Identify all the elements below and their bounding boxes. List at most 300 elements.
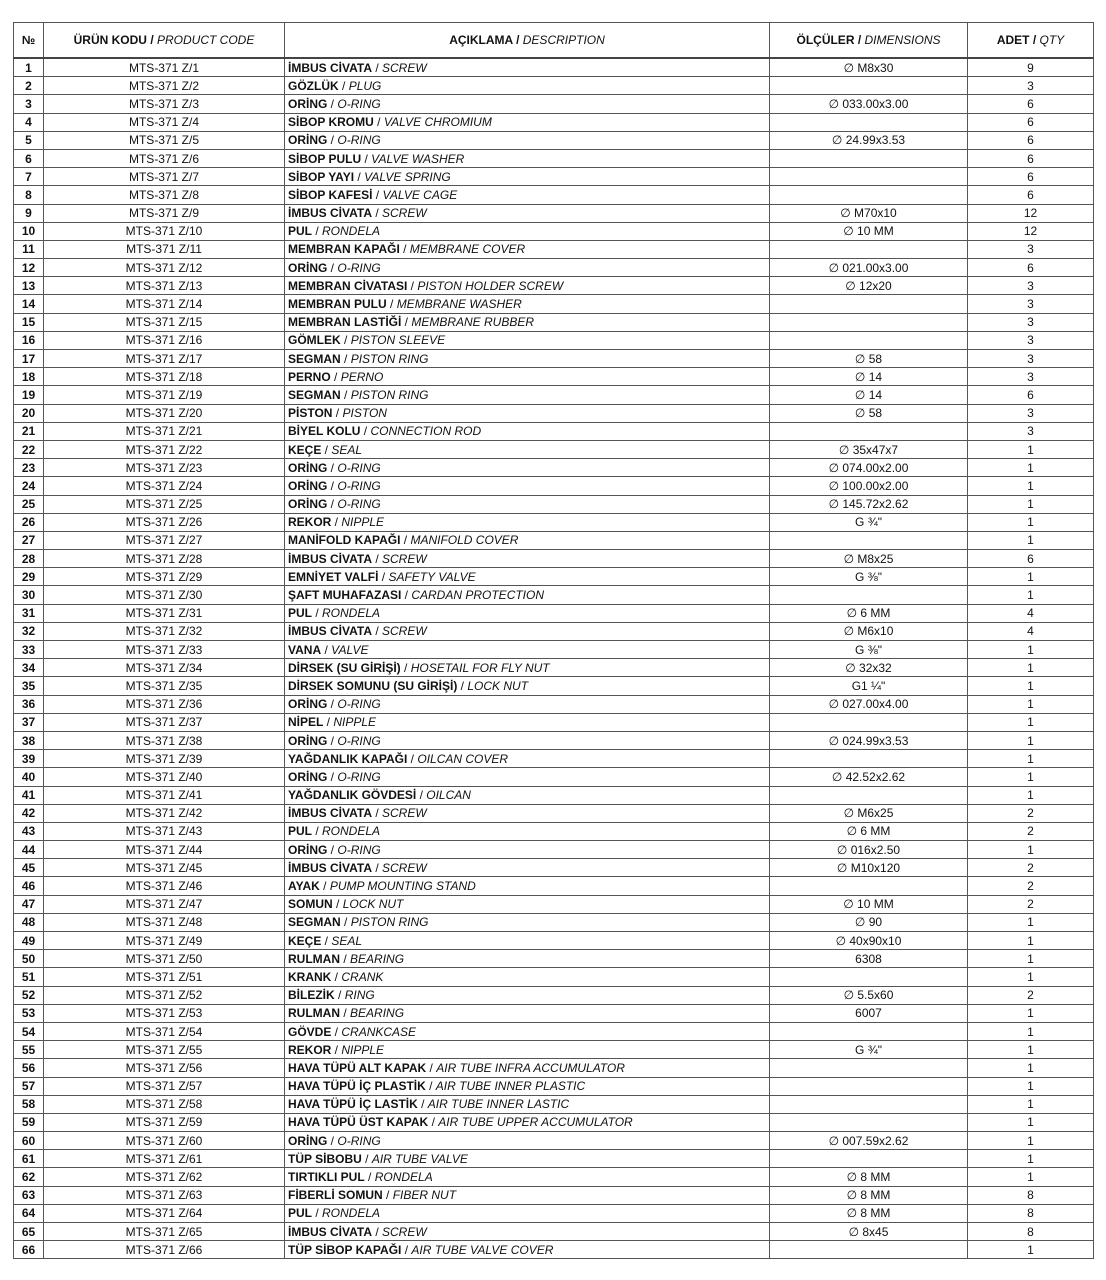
product-code: MTS-371 Z/28: [44, 550, 285, 568]
quantity: 1: [968, 1113, 1094, 1131]
description-tr: İMBUS CİVATA: [288, 860, 372, 875]
quantity: 1: [968, 932, 1094, 950]
table-row: [14, 295, 1094, 313]
product-code: MTS-371 Z/56: [44, 1059, 285, 1077]
table-row: [14, 386, 1094, 404]
table-row: [14, 822, 1094, 840]
header-product-code: ÜRÜN KODU / PRODUCT CODE: [44, 23, 285, 59]
description: RULMAN / BEARING: [285, 950, 770, 968]
description-tr: GÖMLEK: [288, 333, 341, 348]
description: İMBUS CİVATA / SCREW: [285, 1223, 770, 1241]
row-number: 29: [14, 568, 44, 586]
quantity: 2: [968, 895, 1094, 913]
product-code: MTS-371 Z/21: [44, 422, 285, 440]
quantity: 1: [968, 841, 1094, 859]
row-number: 47: [14, 895, 44, 913]
table-row: [14, 895, 1094, 913]
dimensions: ∅ 14: [770, 368, 968, 386]
table-row: [14, 131, 1094, 149]
table-row: [14, 568, 1094, 586]
description-en: OILCAN COVER: [417, 751, 509, 766]
description: KEÇE / SEAL: [285, 932, 770, 950]
table-row: [14, 1059, 1094, 1077]
description-en: BEARING: [350, 951, 405, 966]
table-row: [14, 1022, 1094, 1040]
row-number: 64: [14, 1204, 44, 1222]
description-tr: SİBOP YAYI: [288, 169, 355, 184]
table-row: [14, 149, 1094, 167]
dimensions: ∅ 027.00x4.00: [770, 695, 968, 713]
description: ORİNG / O-RING: [285, 95, 770, 113]
row-number: 66: [14, 1241, 44, 1259]
product-code: MTS-371 Z/39: [44, 750, 285, 768]
table-header: [14, 23, 1094, 59]
row-number: 28: [14, 550, 44, 568]
row-number: 6: [14, 149, 44, 167]
description-en: NIPPLE: [341, 1042, 385, 1057]
row-number: 48: [14, 913, 44, 931]
description-tr: ORİNG: [288, 769, 328, 784]
row-number: 24: [14, 477, 44, 495]
dimensions: 6007: [770, 1004, 968, 1022]
table-row: [14, 550, 1094, 568]
row-number: 2: [14, 77, 44, 95]
dimensions: [770, 968, 968, 986]
description-en: O-RING: [337, 497, 381, 512]
description-en: RING: [344, 988, 375, 1003]
table-row: [14, 586, 1094, 604]
description-en: VALVE CHROMIUM: [383, 115, 492, 130]
row-number: 44: [14, 841, 44, 859]
table-row: [14, 1241, 1094, 1259]
quantity: 2: [968, 877, 1094, 895]
quantity: 8: [968, 1204, 1094, 1222]
description: KEÇE / SEAL: [285, 440, 770, 458]
description: PUL / RONDELA: [285, 222, 770, 240]
table-row: [14, 695, 1094, 713]
description-tr: FİBERLİ SOMUN: [288, 1188, 383, 1203]
description-en: SCREW: [382, 60, 427, 75]
product-code: MTS-371 Z/13: [44, 277, 285, 295]
product-code: MTS-371 Z/44: [44, 841, 285, 859]
description-en: MEMBRANE WASHER: [396, 297, 522, 312]
dimensions: ∅ M6x25: [770, 804, 968, 822]
product-code: MTS-371 Z/60: [44, 1132, 285, 1150]
quantity: 6: [968, 149, 1094, 167]
description: ORİNG / O-RING: [285, 731, 770, 749]
description-tr: KEÇE: [288, 933, 322, 948]
description-tr: BİYEL KOLU: [288, 424, 361, 439]
table-row: [14, 313, 1094, 331]
quantity: 1: [968, 1150, 1094, 1168]
table-row: [14, 604, 1094, 622]
table-row: [14, 1041, 1094, 1059]
product-code: MTS-371 Z/16: [44, 331, 285, 349]
description-en: O-RING: [337, 697, 381, 712]
dimensions: ∅ 145.72x2.62: [770, 495, 968, 513]
header-dimensions: ÖLÇÜLER / DIMENSIONS: [770, 23, 968, 59]
product-code: MTS-371 Z/25: [44, 495, 285, 513]
row-number: 22: [14, 440, 44, 458]
description-en: VALVE SPRING: [364, 169, 451, 184]
dimensions: ∅ 6 MM: [770, 604, 968, 622]
product-code: MTS-371 Z/17: [44, 350, 285, 368]
description: AYAK / PUMP MOUNTING STAND: [285, 877, 770, 895]
quantity: 1: [968, 731, 1094, 749]
row-number: 14: [14, 295, 44, 313]
description: ORİNG / O-RING: [285, 841, 770, 859]
description: DİRSEK SOMUNU (SU GİRİŞİ) / LOCK NUT: [285, 677, 770, 695]
description: VANA / VALVE: [285, 641, 770, 659]
description: PERNO / PERNO: [285, 368, 770, 386]
table-row: [14, 1095, 1094, 1113]
table-row: [14, 513, 1094, 531]
description-tr: REKOR: [288, 515, 332, 530]
quantity: 2: [968, 986, 1094, 1004]
description-tr: SİBOP KAFESİ: [288, 187, 373, 202]
row-number: 37: [14, 713, 44, 731]
row-number: 13: [14, 277, 44, 295]
description: TÜP SİBOP KAPAĞI / AIR TUBE VALVE COVER: [285, 1241, 770, 1259]
table-row: [14, 932, 1094, 950]
description-en: MEMBRANE RUBBER: [411, 315, 535, 330]
description-tr: RULMAN: [288, 951, 340, 966]
description: İMBUS CİVATA / SCREW: [285, 804, 770, 822]
quantity: 3: [968, 313, 1094, 331]
row-number: 33: [14, 641, 44, 659]
row-number: 40: [14, 768, 44, 786]
row-number: 23: [14, 459, 44, 477]
row-number: 19: [14, 386, 44, 404]
product-code: MTS-371 Z/49: [44, 932, 285, 950]
dimensions: [770, 186, 968, 204]
quantity: 1: [968, 1168, 1094, 1186]
table-row: [14, 859, 1094, 877]
product-code: MTS-371 Z/52: [44, 986, 285, 1004]
quantity: 8: [968, 1186, 1094, 1204]
row-number: 15: [14, 313, 44, 331]
product-code: MTS-371 Z/11: [44, 240, 285, 258]
description-tr: RULMAN: [288, 1006, 340, 1021]
description: GÖZLÜK / PLUG: [285, 77, 770, 95]
table-row: [14, 95, 1094, 113]
description-en: CARDAN PROTECTION: [411, 588, 545, 603]
product-code: MTS-371 Z/64: [44, 1204, 285, 1222]
table-row: [14, 222, 1094, 240]
description-tr: ORİNG: [288, 96, 328, 111]
product-code: MTS-371 Z/37: [44, 713, 285, 731]
product-code: MTS-371 Z/43: [44, 822, 285, 840]
quantity: 12: [968, 222, 1094, 240]
description-tr: PUL: [288, 224, 312, 239]
description-en: VALVE: [331, 642, 369, 657]
dimensions: [770, 77, 968, 95]
row-number: 49: [14, 932, 44, 950]
quantity: 6: [968, 550, 1094, 568]
description: YAĞDANLIK GÖVDESİ / OILCAN: [285, 786, 770, 804]
description-en: SCREW: [382, 860, 427, 875]
product-code: MTS-371 Z/45: [44, 859, 285, 877]
product-code: MTS-371 Z/2: [44, 77, 285, 95]
description-tr: ORİNG: [288, 133, 328, 148]
product-code: MTS-371 Z/42: [44, 804, 285, 822]
table-row: [14, 1168, 1094, 1186]
description-en: SCREW: [382, 1224, 427, 1239]
quantity: 6: [968, 95, 1094, 113]
table-row: [14, 641, 1094, 659]
description: HAVA TÜPÜ İÇ LASTİK / AIR TUBE INNER LASTIC: [285, 1095, 770, 1113]
row-number: 35: [14, 677, 44, 695]
dimensions: [770, 149, 968, 167]
row-number: 42: [14, 804, 44, 822]
header-qty: ADET / QTY: [968, 23, 1094, 59]
dimensions: [770, 240, 968, 258]
product-code: MTS-371 Z/63: [44, 1186, 285, 1204]
description-en: RONDELA: [374, 1170, 433, 1185]
quantity: 6: [968, 259, 1094, 277]
product-code: MTS-371 Z/12: [44, 259, 285, 277]
dimensions: [770, 313, 968, 331]
quantity: 1: [968, 750, 1094, 768]
quantity: 1: [968, 659, 1094, 677]
description: FİBERLİ SOMUN / FIBER NUT: [285, 1186, 770, 1204]
dimensions: G ¾": [770, 1041, 968, 1059]
row-number: 61: [14, 1150, 44, 1168]
dimensions: ∅ 90: [770, 913, 968, 931]
dimensions: [770, 586, 968, 604]
dimensions: G ⅜": [770, 641, 968, 659]
dimensions: G1 ¼": [770, 677, 968, 695]
description-tr: ORİNG: [288, 842, 328, 857]
description: ŞAFT MUHAFAZASI / CARDAN PROTECTION: [285, 586, 770, 604]
dimensions: ∅ 8 MM: [770, 1168, 968, 1186]
dimensions: ∅ 016x2.50: [770, 841, 968, 859]
row-number: 12: [14, 259, 44, 277]
table-row: [14, 368, 1094, 386]
description: MANİFOLD KAPAĞI / MANIFOLD COVER: [285, 531, 770, 549]
description: HAVA TÜPÜ ÜST KAPAK / AIR TUBE UPPER ACCUMULATOR: [285, 1113, 770, 1131]
quantity: 6: [968, 186, 1094, 204]
dimensions: ∅ 5.5x60: [770, 986, 968, 1004]
description: PUL / RONDELA: [285, 1204, 770, 1222]
row-number: 1: [14, 58, 44, 77]
row-number: 65: [14, 1223, 44, 1241]
description-en: OILCAN: [426, 788, 471, 803]
description: KRANK / CRANK: [285, 968, 770, 986]
row-number: 43: [14, 822, 44, 840]
dimensions: ∅ 14: [770, 386, 968, 404]
description-en: PLUG: [348, 78, 382, 93]
description-tr: HAVA TÜPÜ ÜST KAPAK: [288, 1115, 429, 1130]
description-en: SAFETY VALVE: [388, 569, 476, 584]
description-tr: NİPEL: [288, 715, 324, 730]
quantity: 1: [968, 695, 1094, 713]
description-tr: İMBUS CİVATA: [288, 206, 372, 221]
dimensions: ∅ 58: [770, 404, 968, 422]
description: REKOR / NIPPLE: [285, 513, 770, 531]
product-code: MTS-371 Z/22: [44, 440, 285, 458]
description: ORİNG / O-RING: [285, 768, 770, 786]
description-en: AIR TUBE UPPER ACCUMULATOR: [438, 1115, 633, 1130]
parts-table: [13, 22, 1094, 1259]
row-number: 51: [14, 968, 44, 986]
description: NİPEL / NIPPLE: [285, 713, 770, 731]
row-number: 5: [14, 131, 44, 149]
quantity: 1: [968, 1004, 1094, 1022]
quantity: 1: [968, 1095, 1094, 1113]
description: ORİNG / O-RING: [285, 131, 770, 149]
dimensions: ∅ 074.00x2.00: [770, 459, 968, 477]
table-row: [14, 240, 1094, 258]
dimensions: 6308: [770, 950, 968, 968]
description-tr: BİLEZİK: [288, 988, 335, 1003]
product-code: MTS-371 Z/34: [44, 659, 285, 677]
description: ORİNG / O-RING: [285, 495, 770, 513]
row-number: 30: [14, 586, 44, 604]
table-row: [14, 404, 1094, 422]
row-number: 7: [14, 168, 44, 186]
description-en: O-RING: [337, 460, 381, 475]
quantity: 1: [968, 913, 1094, 931]
description-tr: SOMUN: [288, 897, 333, 912]
dimensions: [770, 877, 968, 895]
table-row: [14, 350, 1094, 368]
description: BİLEZİK / RING: [285, 986, 770, 1004]
product-code: MTS-371 Z/9: [44, 204, 285, 222]
dimensions: ∅ 10 MM: [770, 895, 968, 913]
header-no: №: [14, 23, 44, 59]
description: MEMBRAN KAPAĞI / MEMBRANE COVER: [285, 240, 770, 258]
row-number: 55: [14, 1041, 44, 1059]
description-en: HOSETAIL FOR FLY NUT: [410, 660, 550, 675]
description-en: O-RING: [337, 478, 381, 493]
description: İMBUS CİVATA / SCREW: [285, 204, 770, 222]
table-row: [14, 277, 1094, 295]
table-row: [14, 477, 1094, 495]
row-number: 58: [14, 1095, 44, 1113]
quantity: 6: [968, 386, 1094, 404]
description: MEMBRAN PULU / MEMBRANE WASHER: [285, 295, 770, 313]
product-code: MTS-371 Z/48: [44, 913, 285, 931]
description-tr: GÖVDE: [288, 1024, 332, 1039]
quantity: 1: [968, 568, 1094, 586]
row-number: 34: [14, 659, 44, 677]
product-code: MTS-371 Z/19: [44, 386, 285, 404]
table-row: [14, 259, 1094, 277]
row-number: 16: [14, 331, 44, 349]
description: ORİNG / O-RING: [285, 477, 770, 495]
description-en: PISTON RING: [350, 387, 429, 402]
table-row: [14, 531, 1094, 549]
description: PİSTON / PISTON: [285, 404, 770, 422]
quantity: 3: [968, 331, 1094, 349]
description-tr: İMBUS CİVATA: [288, 60, 372, 75]
description: EMNİYET VALFİ / SAFETY VALVE: [285, 568, 770, 586]
dimensions: ∅ 8x45: [770, 1223, 968, 1241]
row-number: 36: [14, 695, 44, 713]
row-number: 52: [14, 986, 44, 1004]
table-row: [14, 422, 1094, 440]
product-code: MTS-371 Z/59: [44, 1113, 285, 1131]
description-en: AIR TUBE INFRA ACCUMULATOR: [436, 1060, 625, 1075]
description: ORİNG / O-RING: [285, 459, 770, 477]
product-code: MTS-371 Z/46: [44, 877, 285, 895]
description-tr: DİRSEK (SU GİRİŞİ): [288, 660, 401, 675]
description: BİYEL KOLU / CONNECTION ROD: [285, 422, 770, 440]
dimensions: ∅ 35x47x7: [770, 440, 968, 458]
description: PUL / RONDELA: [285, 822, 770, 840]
description-en: RONDELA: [322, 224, 381, 239]
row-number: 39: [14, 750, 44, 768]
description-en: O-RING: [337, 133, 381, 148]
quantity: 6: [968, 131, 1094, 149]
description-tr: İMBUS CİVATA: [288, 551, 372, 566]
row-number: 8: [14, 186, 44, 204]
description: HAVA TÜPÜ İÇ PLASTİK / AIR TUBE INNER PLASTIC: [285, 1077, 770, 1095]
description-tr: SEGMAN: [288, 351, 341, 366]
quantity: 3: [968, 240, 1094, 258]
description: SİBOP KAFESİ / VALVE CAGE: [285, 186, 770, 204]
description-en: SCREW: [382, 806, 427, 821]
description: MEMBRAN LASTİĞİ / MEMBRANE RUBBER: [285, 313, 770, 331]
quantity: 1: [968, 641, 1094, 659]
product-code: MTS-371 Z/61: [44, 1150, 285, 1168]
description-tr: MANİFOLD KAPAĞI: [288, 533, 401, 548]
description-tr: HAVA TÜPÜ İÇ PLASTİK: [288, 1079, 426, 1094]
dimensions: [770, 113, 968, 131]
table-row: [14, 877, 1094, 895]
description-tr: PUL: [288, 1206, 312, 1221]
description-tr: AYAK: [288, 879, 320, 894]
dimensions: ∅ 42.52x2.62: [770, 768, 968, 786]
row-number: 57: [14, 1077, 44, 1095]
product-code: MTS-371 Z/18: [44, 368, 285, 386]
description: İMBUS CİVATA / SCREW: [285, 58, 770, 77]
description: MEMBRAN CİVATASI / PISTON HOLDER SCREW: [285, 277, 770, 295]
description-en: NIPPLE: [341, 515, 385, 530]
table-row: [14, 713, 1094, 731]
product-code: MTS-371 Z/58: [44, 1095, 285, 1113]
dimensions: [770, 786, 968, 804]
quantity: 1: [968, 968, 1094, 986]
description-tr: MEMBRAN PULU: [288, 297, 387, 312]
product-code: MTS-371 Z/5: [44, 131, 285, 149]
dimensions: [770, 331, 968, 349]
dimensions: ∅ 024.99x3.53: [770, 731, 968, 749]
description-tr: PİSTON: [288, 406, 333, 421]
description-en: SEAL: [331, 933, 363, 948]
dimensions: [770, 1095, 968, 1113]
row-number: 27: [14, 531, 44, 549]
description: SİBOP KROMU / VALVE CHROMIUM: [285, 113, 770, 131]
product-code: MTS-371 Z/1: [44, 58, 285, 77]
description-tr: ORİNG: [288, 460, 328, 475]
description-en: AIR TUBE VALVE: [371, 1151, 468, 1166]
description: TÜP SİBOBU / AIR TUBE VALVE: [285, 1150, 770, 1168]
quantity: 1: [968, 677, 1094, 695]
description-en: MANIFOLD COVER: [410, 533, 519, 548]
description: YAĞDANLIK KAPAĞI / OILCAN COVER: [285, 750, 770, 768]
table-row: [14, 750, 1094, 768]
quantity: 12: [968, 204, 1094, 222]
table-row: [14, 950, 1094, 968]
row-number: 20: [14, 404, 44, 422]
description-en: SCREW: [382, 624, 427, 639]
quantity: 1: [968, 786, 1094, 804]
product-code: MTS-371 Z/33: [44, 641, 285, 659]
description-en: PERNO: [340, 369, 384, 384]
row-number: 54: [14, 1022, 44, 1040]
